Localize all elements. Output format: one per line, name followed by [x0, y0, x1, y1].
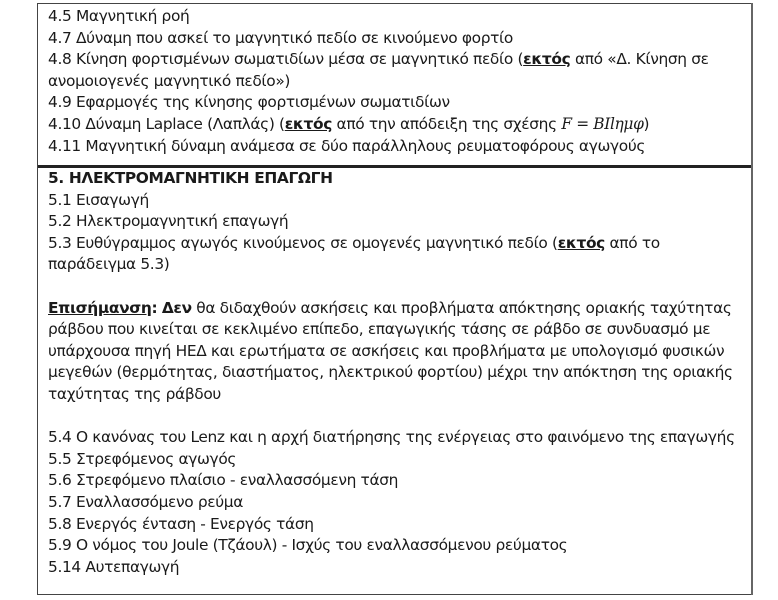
note-line: υπάρχουσα πηγή ΗΕΔ και ερωτήματα σε ασκήσεις και προβλήματα με υπολογισμό φυσικών — [48, 341, 725, 360]
list-item-5-2: 5.2 Ηλεκτρομαγνητική επαγωγή — [48, 212, 289, 231]
item-text: 4.10 Δύναμη Laplace (Λαπλάς) ( — [48, 114, 285, 133]
list-item-4-7: 4.7 Δύναμη που ασκεί το μαγνητικό πεδίο σε κινούμενο φορτίο — [48, 28, 513, 47]
list-item-4-5: 4.5 Μαγνητική ροή — [48, 7, 190, 25]
note-bold-word: Δεν — [161, 298, 192, 317]
section-5-cell — [38, 165, 751, 595]
item-text: 5.3 Ευθύγραμμος αγωγός κινούμενος σε ομογενές μαγνητικό πεδίο ( — [48, 233, 558, 252]
spacer — [48, 406, 751, 428]
list-item-4-10 — [48, 114, 751, 136]
list-item-4-8-continuation: ανομοιογενές μαγνητικό πεδίο») — [48, 71, 291, 90]
item-text: 4.8 Κίνηση φορτισμένων σωματιδίων μέσα σε μαγνητικό πεδίο ( — [48, 50, 524, 69]
list-item-5-8: 5.8 Ενεργός ένταση - Ενεργός τάση — [48, 514, 314, 533]
list-item-5-5: 5.5 Στρεφόμενος αγωγός — [48, 449, 237, 468]
note-line: μεγεθών (θερμότητας, διαστήματος, ηλεκτρικού φορτίου) μέχρι την απόκτηση της οριακής — [48, 363, 733, 382]
list-item-5-7: 5.7 Εναλλασσόμενο ρεύμα — [48, 492, 244, 511]
note-colon: : — [151, 298, 158, 317]
list-item-5-3 — [48, 233, 751, 255]
item-text: από το — [604, 233, 660, 252]
list-item-5-14: 5.14 Αυτεπαγωγή — [48, 557, 180, 576]
exception-emphasis: εκτός — [557, 233, 605, 252]
list-item-4-11: 4.11 Μαγνητική δύναμη ανάμεσα σε δύο παράλληλους ρευματοφόρους αγωγούς — [48, 136, 646, 155]
syllabus-table — [37, 3, 753, 595]
list-item-5-9: 5.9 Ο νόμος του Joule (Τζάουλ) - Ισχύς του εναλλασσόμενου ρεύματος — [48, 536, 568, 555]
list-item-4-8 — [48, 49, 751, 71]
list-item-5-4: 5.4 Ο κανόνας του Lenz και η αρχή διατήρησης της ενέργειας στο φαινόμενο της επαγωγής — [48, 428, 735, 447]
item-text: ) — [643, 114, 650, 133]
list-item-5-1: 5.1 Εισαγωγή — [48, 190, 149, 209]
exception-emphasis: εκτός — [284, 114, 332, 133]
section-title: 5. ΗΛΕΚΤΡΟΜΑΓΝΗΤΙΚΗ ΕΠΑΓΩΓΗ — [48, 169, 333, 187]
formula: F = BIlημφ — [561, 114, 644, 133]
note-text: θα διδαχθούν ασκήσεις και προβλήματα απόκτησης οριακής ταχύτητας — [191, 298, 732, 317]
list-item-5-3-continuation: παράδειγμα 5.3) — [48, 255, 170, 274]
item-text: από «Δ. Κίνηση σε — [570, 50, 709, 69]
note-line: ταχύτητας της ράβδου — [48, 384, 221, 403]
list-item-4-9: 4.9 Εφαρμογές της κίνησης φορτισμένων σωματιδίων — [48, 93, 450, 112]
note-line: ράβδου που κινείται σε κεκλιμένο επίπεδο, επαγωγικής τάσης σε ράβδο σε συνδυασμό με — [48, 320, 711, 339]
item-text: από την απόδειξη της σχέσης — [332, 114, 562, 133]
spacer — [48, 276, 751, 298]
section-4-cell — [38, 3, 751, 165]
note-label: Επισήμανση — [48, 298, 152, 317]
list-item-5-6: 5.6 Στρεφόμενο πλαίσιο - εναλλασσόμενη τάση — [48, 471, 399, 490]
note-line — [48, 298, 751, 320]
exception-emphasis: εκτός — [523, 50, 571, 69]
